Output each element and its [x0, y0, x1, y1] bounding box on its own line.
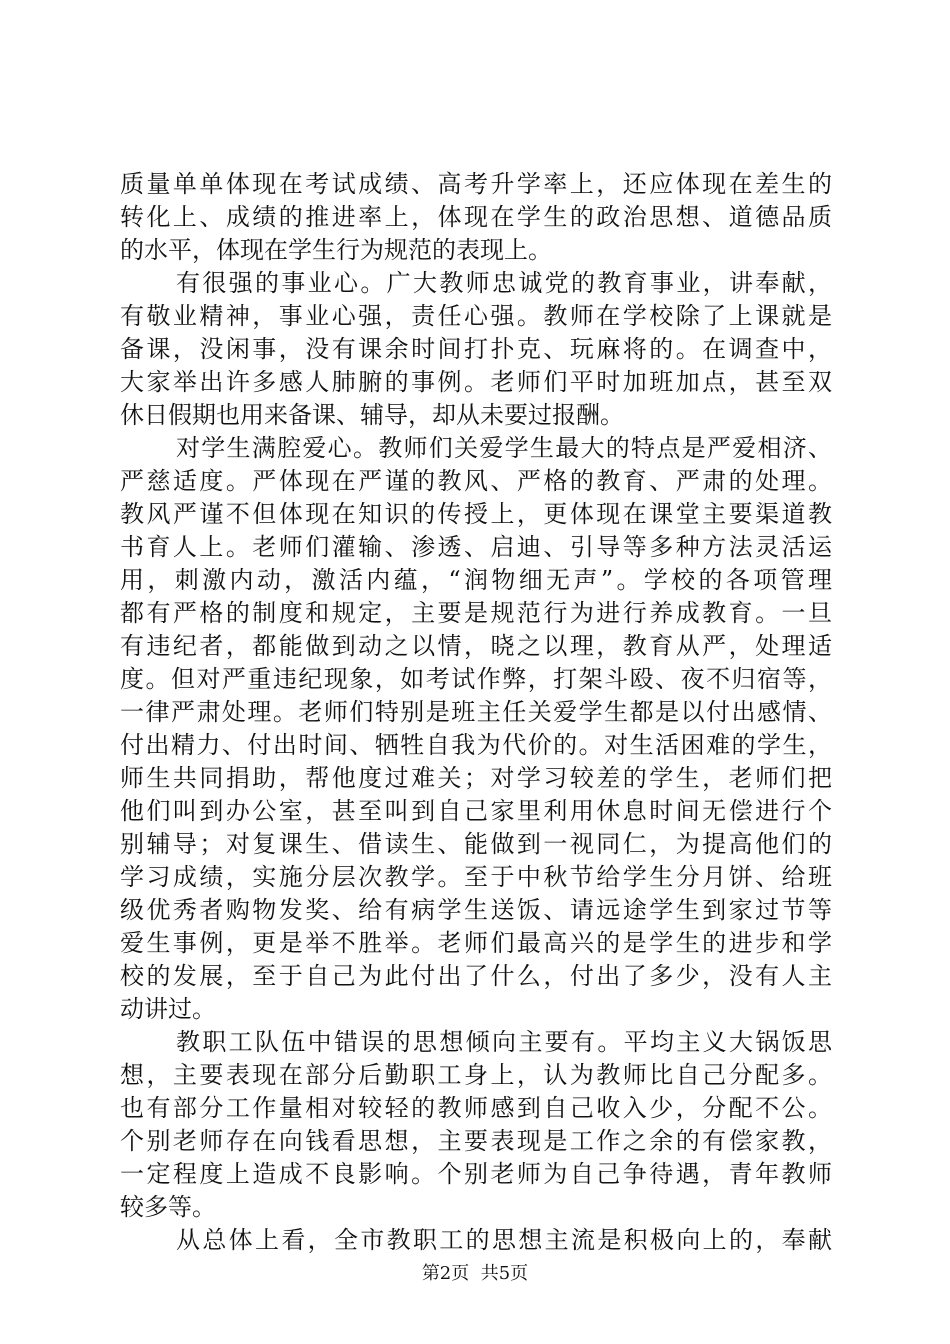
paragraph-first-line: 从总体上看，全市教职工的思想主流是积极向上的，奉献	[176, 1226, 832, 1254]
text-line: 动讲过。	[120, 995, 216, 1023]
text-line: 转化上、成绩的推进率上，体现在学生的政治思想、道德品质	[120, 203, 832, 231]
text-line: 备课，没闲事，没有课余时间打扑克、玩麻将的。在调查中，	[120, 335, 832, 363]
text-line: 想，主要表现在部分后勤职工身上，认为教师比自己分配多。	[120, 1061, 832, 1089]
text-line: 的水平，体现在学生行为规范的表现上。	[120, 236, 552, 264]
text-line: 一定程度上造成不良影响。个别老师为自己争待遇，青年教师	[120, 1160, 832, 1188]
text-line: 度。但对严重违纪现象，如考试作弊，打架斗殴、夜不归宿等，	[120, 665, 832, 693]
text-line: 较多等。	[120, 1193, 216, 1221]
text-line: 爱生事例，更是举不胜举。老师们最高兴的是学生的进步和学	[120, 929, 832, 957]
page-number-label: 第2页 共5页	[421, 1263, 529, 1284]
text-line: 别辅导；对复课生、借读生、能做到一视同仁，为提高他们的	[120, 830, 832, 858]
paragraph-first-line: 有很强的事业心。广大教师忠诚党的教育事业，讲奉献，	[176, 269, 832, 297]
text-line: 书育人上。老师们灌输、渗透、启迪、引导等多种方法灵活运	[120, 533, 832, 561]
text-line: 也有部分工作量相对较轻的教师感到自己收入少，分配不公。	[120, 1094, 832, 1122]
text-line: 学习成绩，实施分层次教学。至于中秋节给学生分月饼、给班	[120, 863, 832, 891]
text-line: 级优秀者购物发奖、给有病学生送饭、请远途学生到家过节等	[120, 896, 832, 924]
text-line: 教风严谨不但体现在知识的传授上，更体现在课堂主要渠道教	[120, 500, 832, 528]
document-body	[120, 168, 832, 1257]
text-line: 质量单单体现在考试成绩、高考升学率上，还应体现在差生的	[120, 170, 832, 198]
paragraph-first-line: 教职工队伍中错误的思想倾向主要有。平均主义大锅饭思	[176, 1028, 832, 1056]
text-line: 休日假期也用来备课、辅导，却从未要过报酬。	[120, 401, 624, 429]
page-footer	[0, 1262, 950, 1286]
text-line: 校的发展，至于自己为此付出了什么，付出了多少，没有人主	[120, 962, 832, 990]
text-line: 师生共同捐助，帮他度过难关；对学习较差的学生，老师们把	[120, 764, 832, 792]
text-line: 严慈适度。严体现在严谨的教风、严格的教育、严肃的处理。	[120, 467, 832, 495]
text-line: 付出精力、付出时间、牺牲自我为代价的。对生活困难的学生，	[120, 731, 832, 759]
text-line: 都有严格的制度和规定，主要是规范行为进行养成教育。一旦	[120, 599, 832, 627]
text-line: 一律严肃处理。老师们特别是班主任关爱学生都是以付出感情、	[120, 698, 832, 726]
text-line: 有敬业精神，事业心强，责任心强。教师在学校除了上课就是	[120, 302, 832, 330]
text-line: 他们叫到办公室，甚至叫到自己家里利用休息时间无偿进行个	[120, 797, 832, 825]
text-line: 有违纪者，都能做到动之以情，晓之以理，教育从严，处理适	[120, 632, 832, 660]
text-line: 大家举出许多感人肺腑的事例。老师们平时加班加点，甚至双	[120, 368, 832, 396]
text-line: 个别老师存在向钱看思想，主要表现是工作之余的有偿家教，	[120, 1127, 832, 1155]
text-line: 用，刺激内动，激活内蕴，“润物细无声”。学校的各项管理	[120, 566, 832, 594]
paragraph-first-line: 对学生满腔爱心。教师们关爱学生最大的特点是严爱相济、	[176, 434, 832, 462]
